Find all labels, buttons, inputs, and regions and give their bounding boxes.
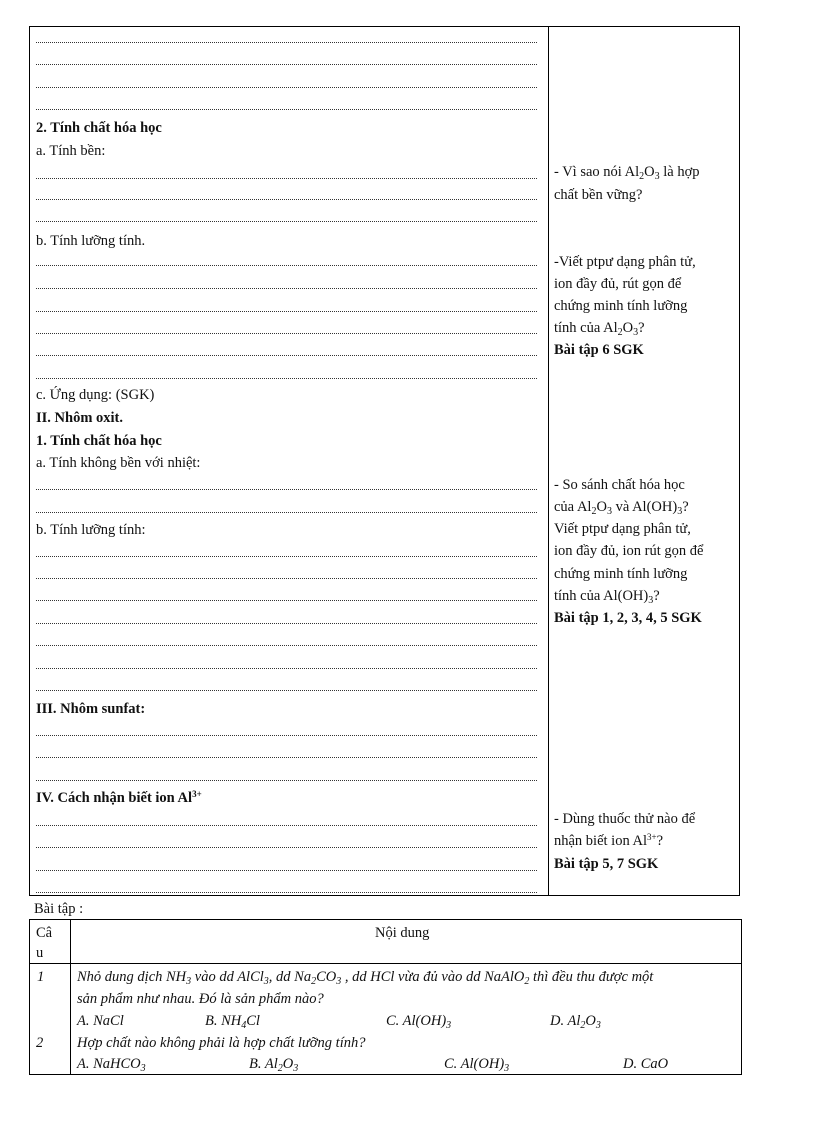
note-3-exercise: Bài tập 1, 2, 3, 4, 5 SGK (554, 610, 702, 626)
col-header-number-b: u (36, 945, 44, 961)
note-4-line-1: - Dùng thuốc thử nào để (554, 811, 696, 827)
section2-heading: 2. Tính chất hóa học (36, 120, 162, 136)
section-ii-sub1: 1. Tính chất hóa học (36, 433, 162, 449)
section-ii-a-label: a. Tính không bền với nhiệt: (36, 455, 201, 471)
section-iii-heading: III. Nhôm sunfat: (36, 701, 146, 717)
q1-option-b: B. $NH_4Cl$ (205, 1013, 260, 1031)
note-3-line-1: - So sánh chất hóa học (554, 477, 685, 493)
note-3-line-3: Viết ptpư dạng phân tử, (554, 521, 691, 537)
q1-option-d: D. $Al_2O_3$ (550, 1013, 601, 1031)
exercise-header-divider (29, 963, 742, 964)
section-iv-heading: IV. Cách nhận biết ion $Al^{3+}$ (36, 789, 202, 806)
note-2-line-3: chứng minh tính lưỡng (554, 298, 688, 314)
note-3-line-4: ion đầy đủ, ion rút gọn để (554, 543, 704, 559)
exercise-col-divider (70, 919, 71, 1075)
note-1-line-2: chất bền vững? (554, 187, 643, 203)
note-4-line-2: nhận biết ion $Al^{3+}$? (554, 832, 664, 849)
q2-option-a: A. NaHCO$_3$ (77, 1056, 146, 1074)
col-header-number-a: Câ (36, 925, 53, 941)
q2-option-d: D. CaO (623, 1056, 669, 1072)
section2-b-label: b. Tính lưỡng tính. (36, 233, 146, 249)
note-2-line-1: -Viết ptpư dạng phân tử, (554, 254, 696, 270)
q1-option-a: A. NaCl (77, 1013, 124, 1029)
column-divider (548, 26, 549, 896)
section2-a-label: a. Tính bền: (36, 143, 106, 159)
note-2-exercise: Bài tập 6 SGK (554, 342, 644, 358)
q1-text-line-2: sản phẩm như nhau. Đó là sản phẩm nào? (77, 991, 324, 1007)
note-1-line-1: - Vì sao nói $Al_2O_3$ là hợp (554, 164, 700, 182)
q1-text-line-1: Nhỏ dung dịch $NH_3$ vào dd AlCl$_3$, dd $Na_2CO_3$ , dd HCl vừa đủ vào dd NaAlO$_2$ thì đều thu được một (77, 969, 654, 987)
q2-number: 2 (36, 1035, 44, 1051)
note-3-line-5: chứng minh tính lưỡng (554, 566, 688, 582)
note-4-exercise: Bài tập 5, 7 SGK (554, 856, 659, 872)
note-3-line-2: của $Al_2O_3$ và $Al(OH)_3$? (554, 499, 689, 517)
section-ii-b-label: b. Tính lưỡng tính: (36, 522, 146, 538)
section2-c-label: c. Ứng dụng: (SGK) (36, 387, 155, 403)
q1-option-c: C. $Al(OH)_3$ (386, 1013, 452, 1031)
col-header-content: Nội dung (375, 925, 430, 941)
q2-text: Hợp chất nào không phải là hợp chất lưỡng tính? (77, 1035, 366, 1051)
q2-option-c: C. $Al(OH)_3$ (444, 1056, 510, 1074)
note-2-line-4: tính của $Al_2O_3$? (554, 320, 645, 338)
q2-option-b: B. $Al_2O_3$ (249, 1056, 299, 1074)
section-ii-heading: II. Nhôm oxit. (36, 410, 124, 426)
note-2-line-2: ion đầy đủ, rút gọn để (554, 276, 682, 292)
exercises-title: Bài tập : (34, 901, 84, 917)
note-3-line-6: tính của $Al(OH)_3$? (554, 588, 660, 606)
q1-number: 1 (37, 969, 45, 985)
